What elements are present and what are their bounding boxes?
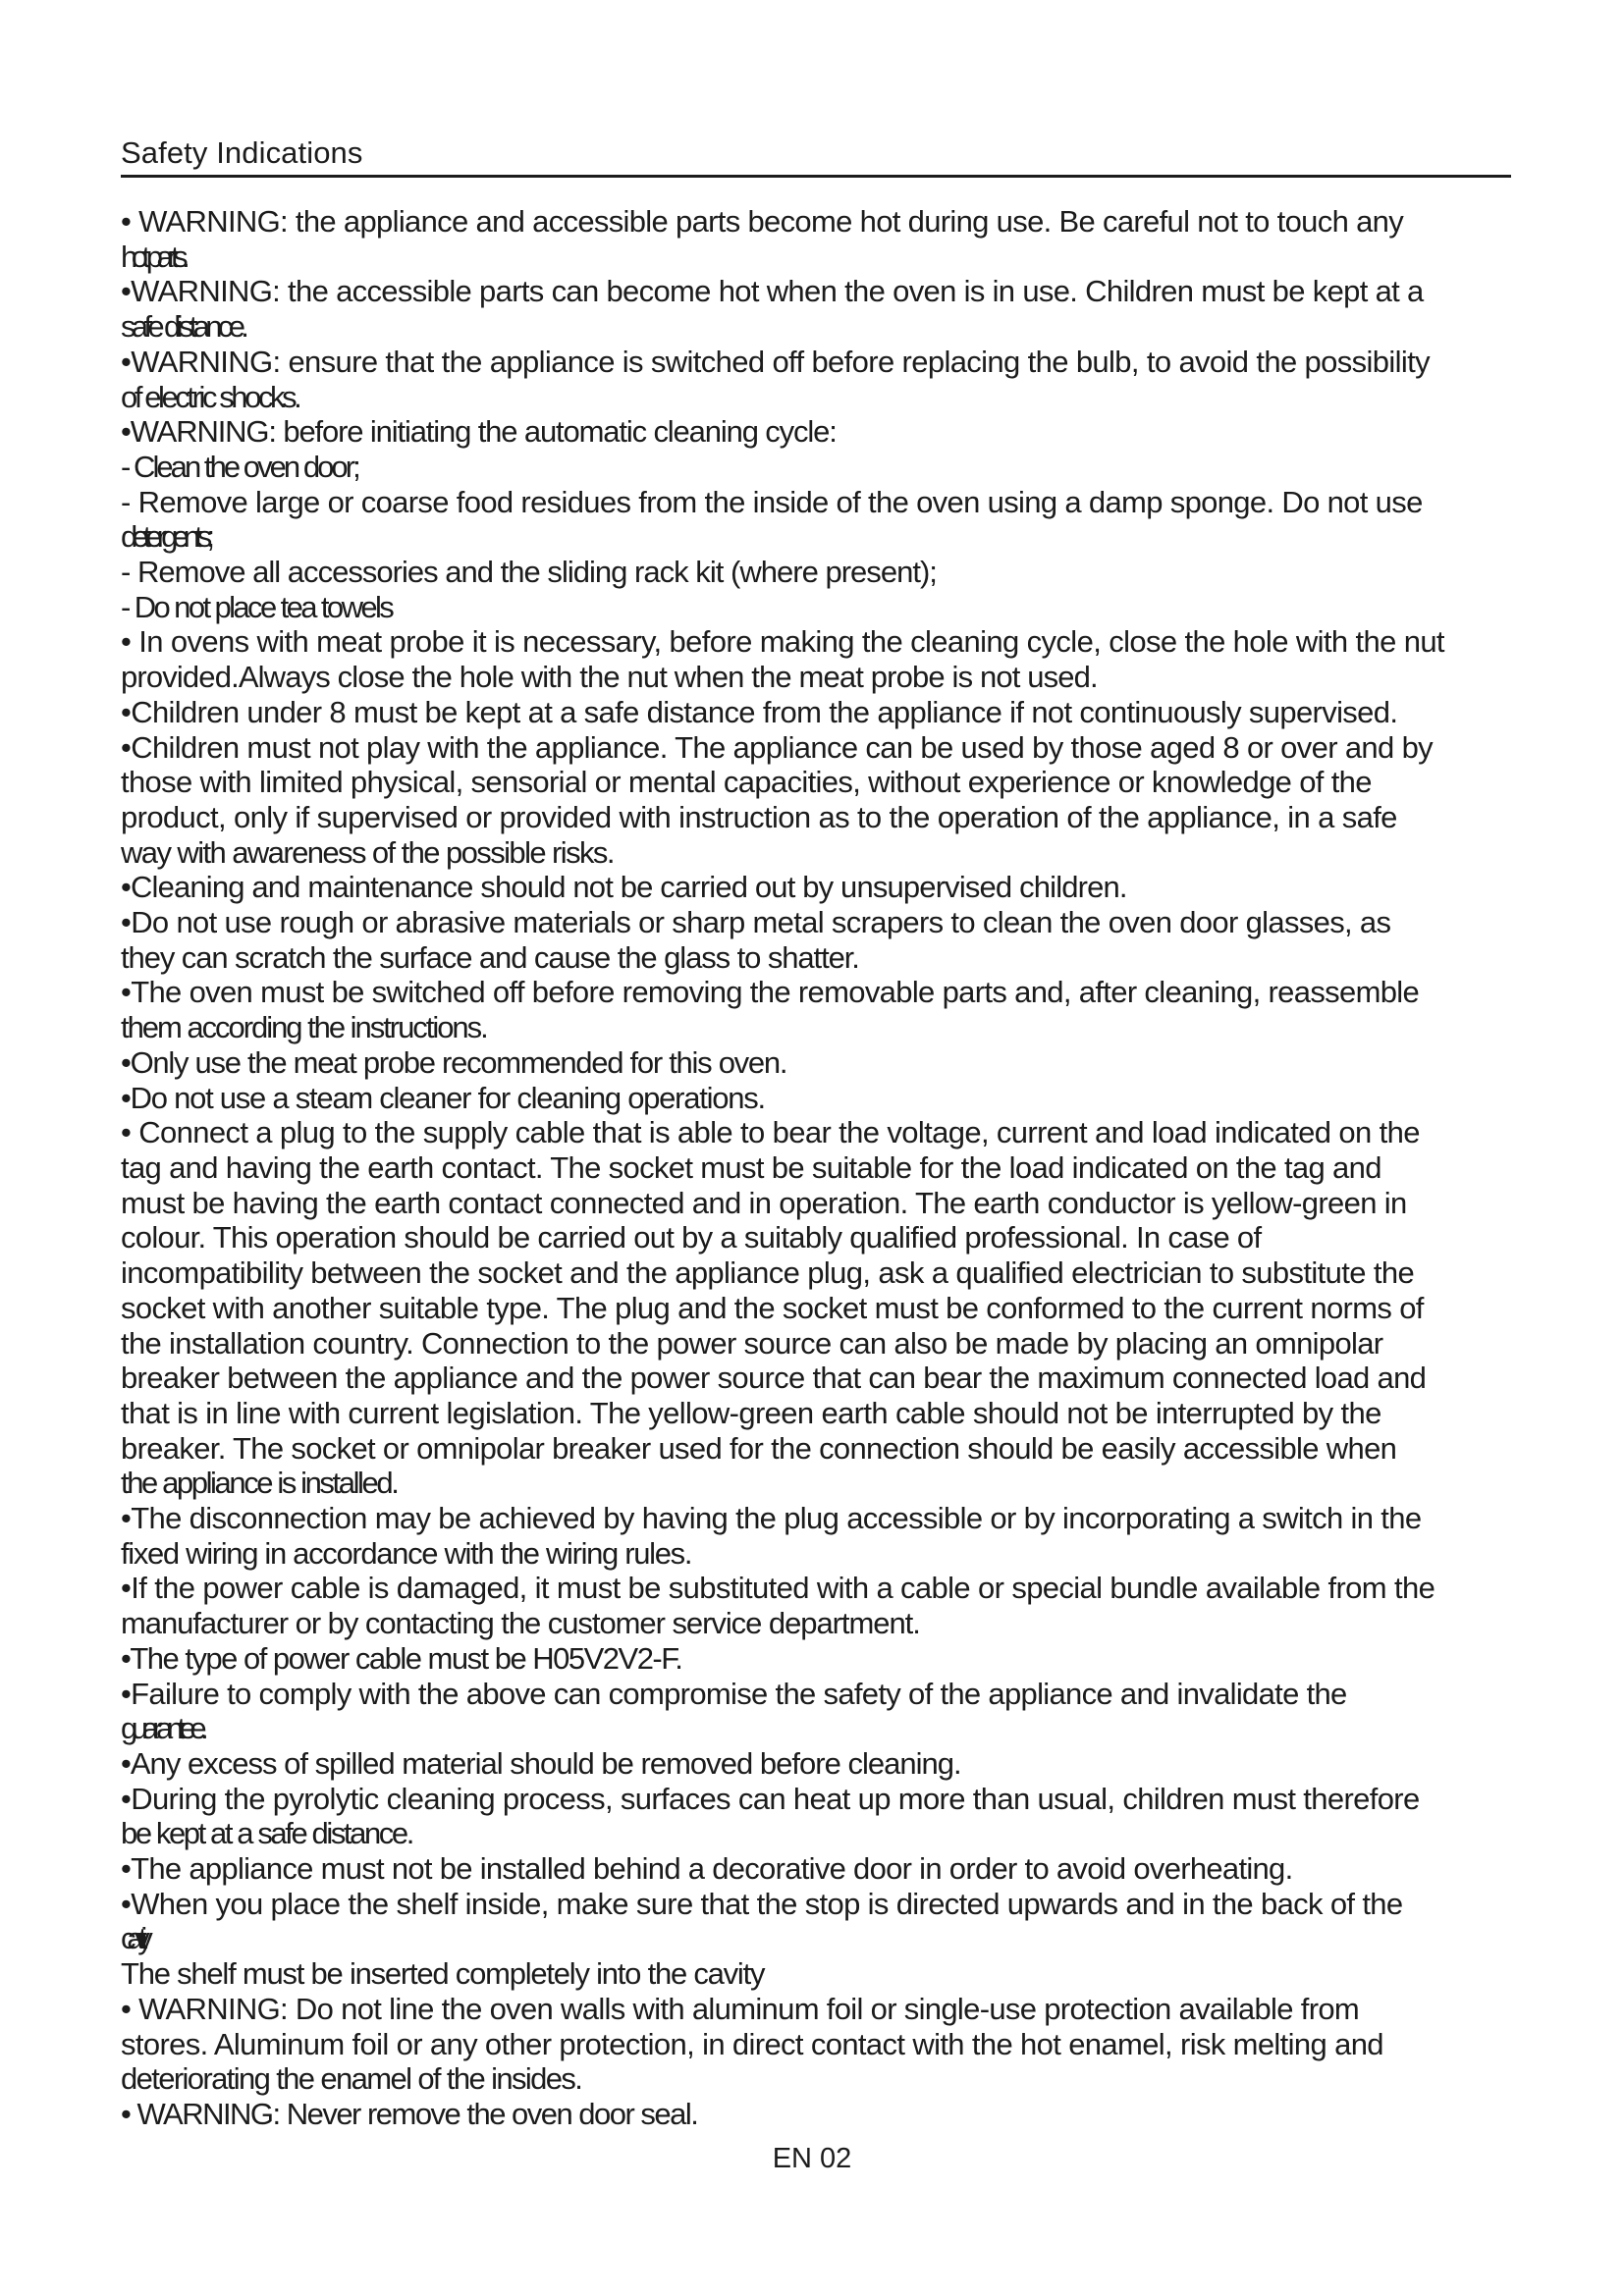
text-line: way with awareness of the possible risks.: [121, 834, 614, 870]
text-line: • WARNING: the appliance and accessible parts become hot during use. Be careful not to touch any: [121, 204, 1404, 239]
title-underline: [121, 175, 1511, 178]
text-line: •During the pyrolytic cleaning process, surfaces can heat up more than usual, children must therefore: [121, 1781, 1420, 1816]
text-line: the installation country. Connection to the power source can also be made by placing an omnipolar: [121, 1325, 1383, 1361]
text-line: the appliance is installed.: [121, 1466, 398, 1501]
text-line: colour. This operation should be carried out by a suitably qualified professional. In case of: [121, 1220, 1262, 1255]
text-line: •The disconnection may be achieved by having the plug accessible or by incorporating a switch in the: [121, 1501, 1422, 1536]
section-header: [121, 133, 1511, 178]
safety-text-body: [121, 204, 1574, 2132]
text-line: breaker between the appliance and the power source that can bear the maximum connected load and: [121, 1361, 1427, 1396]
text-line: •WARNING: the accessible parts can become hot when the oven is in use. Children must be kept at a: [121, 274, 1424, 309]
text-line: manufacturer or by contacting the customer service department.: [121, 1606, 920, 1641]
text-line: •Any excess of spilled material should be removed before cleaning.: [121, 1745, 961, 1781]
text-line: - Remove all accessories and the sliding rack kit (where present);: [121, 555, 937, 590]
text-line: deteriorating the enamel of the insides.: [121, 2061, 582, 2097]
text-line: product, only if supervised or provided with instruction as to the operation of the appliance, in a safe: [121, 799, 1397, 834]
page-number: EN 02: [772, 2143, 852, 2174]
text-line: •Children under 8 must be kept at a safe distance from the appliance if not continuously supervised.: [121, 694, 1398, 729]
text-line: stores. Aluminum foil or any other protection, in direct contact with the hot enamel, risk melting and: [121, 2026, 1383, 2061]
text-line: •Do not use a steam cleaner for cleaning operations.: [121, 1080, 765, 1115]
text-line: incompatibility between the socket and the appliance plug, ask a qualified electrician to substitute the: [121, 1255, 1415, 1291]
text-line: they can scratch the surface and cause the glass to shatter.: [121, 939, 859, 975]
text-line: cavity.: [121, 1921, 141, 1956]
text-line: •If the power cable is damaged, it must be substituted with a cable or special bundle available from the: [121, 1571, 1435, 1606]
page-title: Safety Indications: [121, 135, 363, 170]
text-line: breaker. The socket or omnipolar breaker used for the connection should be easily accessible when: [121, 1430, 1397, 1466]
text-line: - Do not place tea towels: [121, 589, 393, 624]
text-line: • WARNING: Do not line the oven walls with aluminum foil or single-use protection available from: [121, 1991, 1360, 2026]
text-line: • WARNING: Never remove the oven door seal.: [121, 2096, 698, 2131]
text-line: •Cleaning and maintenance should not be carried out by unsupervised children.: [121, 870, 1127, 905]
text-line: •When you place the shelf inside, make sure that the stop is directed upwards and in the back of the: [121, 1886, 1403, 1921]
text-line: of electric shocks.: [121, 379, 299, 414]
text-line: •WARNING: before initiating the automatic cleaning cycle:: [121, 414, 837, 450]
text-line: - Clean the oven door;: [121, 449, 358, 484]
text-line: •The oven must be switched off before removing the removable parts and, after cleaning, reassemble: [121, 975, 1420, 1010]
text-line: •Children must not play with the appliance. The appliance can be used by those aged 8 or over and by: [121, 729, 1434, 765]
text-line: •The type of power cable must be H05V2V2-F.: [121, 1640, 682, 1676]
text-line: fixed wiring in accordance with the wiring rules.: [121, 1535, 692, 1571]
text-line: •Only use the meat probe recommended for this oven.: [121, 1044, 787, 1080]
text-line: hot parts.: [121, 239, 185, 274]
text-line: The shelf must be inserted completely into the cavity: [121, 1956, 765, 1992]
text-line: •Failure to comply with the above can compromise the safety of the appliance and invalidate the: [121, 1676, 1347, 1711]
text-line: tag and having the earth contact. The socket must be suitable for the load indicated on the tag and: [121, 1149, 1381, 1185]
text-line: - Remove large or coarse food residues from the inside of the oven using a damp sponge. Do not use: [121, 484, 1423, 519]
text-line: them according the instructions.: [121, 1010, 487, 1045]
text-line: •The appliance must not be installed behind a decorative door in order to avoid overheating.: [121, 1851, 1293, 1887]
text-line: socket with another suitable type. The plug and the socket must be conformed to the current norms of: [121, 1290, 1424, 1325]
text-line: •Do not use rough or abrasive materials or sharp metal scrapers to clean the oven door glasses, as: [121, 905, 1391, 940]
text-line: guarantee.: [121, 1711, 203, 1746]
text-line: those with limited physical, sensorial or mental capacities, without experience or knowledge of the: [121, 765, 1372, 800]
text-line: safe distance.: [121, 309, 245, 345]
text-line: that is in line with current legislation. The yellow-green earth cable should not be interrupted by the: [121, 1395, 1381, 1430]
text-line: must be having the earth contact connected and in operation. The earth conductor is yellow-green in: [121, 1185, 1407, 1220]
text-line: • Connect a plug to the supply cable that is able to bear the voltage, current and load indicated on the: [121, 1115, 1420, 1150]
text-line: •WARNING: ensure that the appliance is switched off before replacing the bulb, to avoid the possibility: [121, 344, 1431, 379]
text-line: detergents;: [121, 519, 210, 555]
text-line: provided.Always close the hole with the nut when the meat probe is not used.: [121, 660, 1098, 695]
text-line: be kept at a safe distance.: [121, 1816, 412, 1851]
text-line: • In ovens with meat probe it is necessary, before making the cleaning cycle, close the hole with the nut: [121, 624, 1444, 660]
